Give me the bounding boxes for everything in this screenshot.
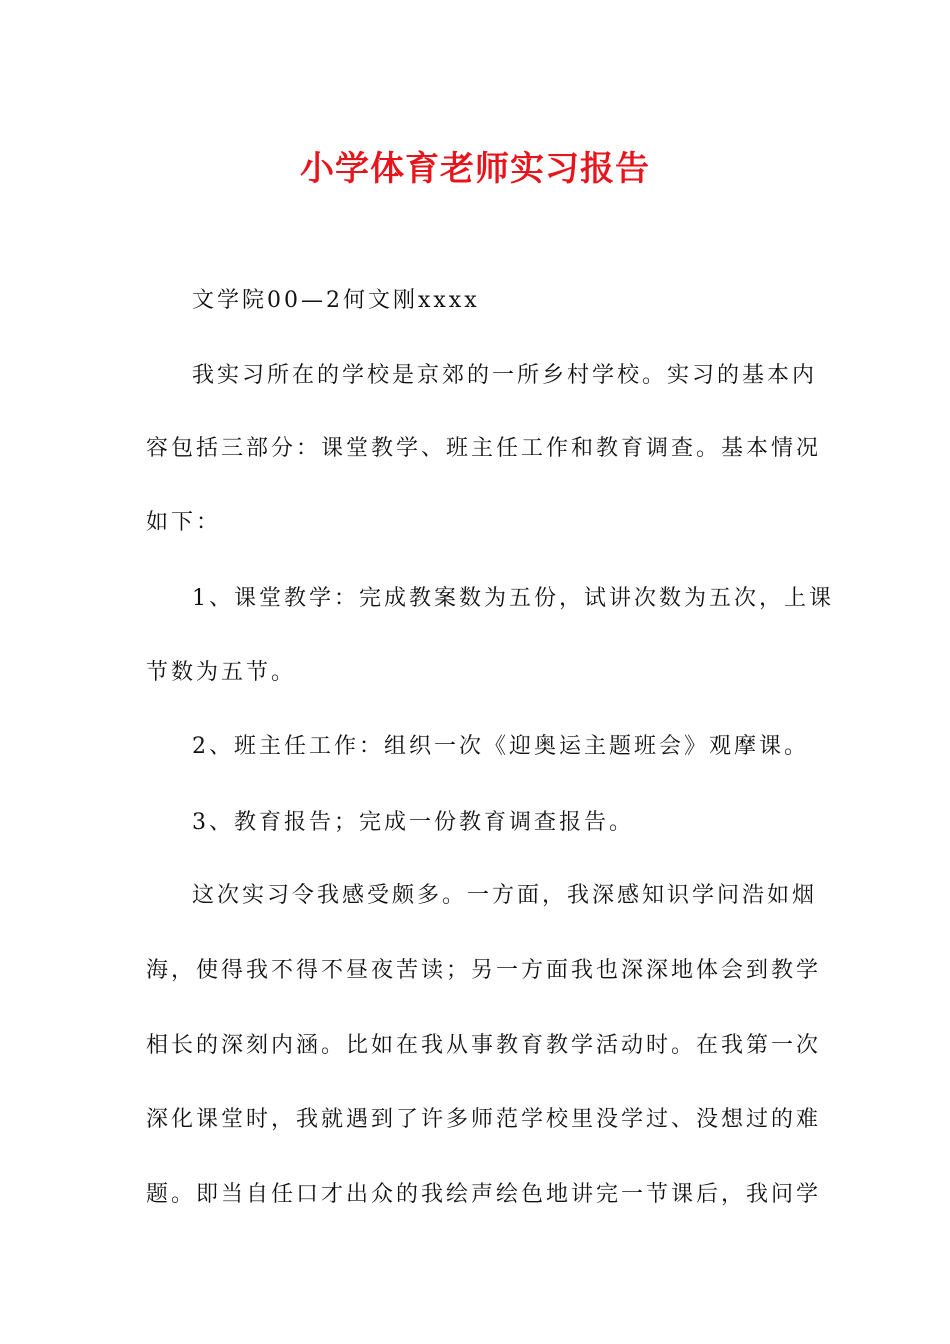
paragraph-line: 相长的深刻内涵。比如在我从事教育教学活动时。在我第一次	[146, 1033, 822, 1058]
paragraph-line: 容包括三部分：课堂教学、班主任工作和教育调查。基本情况	[146, 436, 822, 461]
author-line: 文学院00—2何文刚xxxx	[192, 288, 480, 313]
paragraph-line: 节数为五节。	[146, 660, 297, 685]
paragraph-line: 深化课堂时，我就遇到了许多师范学校里没学过、没想过的难	[146, 1107, 822, 1132]
paragraph-line: 2、班主任工作：组织一次《迎奥运主题班会》观摩课。	[192, 734, 809, 759]
paragraph-line: 我实习所在的学校是京郊的一所乡村学校。实习的基本内	[192, 363, 818, 388]
paragraph-line: 3、教育报告；完成一份教育调查报告。	[192, 810, 634, 835]
paragraph-line: 这次实习令我感受颇多。一方面，我深感知识学问浩如烟	[192, 883, 818, 908]
paragraph-line: 海，使得我不得不昼夜苦读；另一方面我也深深地体会到教学	[146, 958, 822, 983]
paragraph-line: 如下：	[146, 510, 222, 535]
paragraph-line: 题。即当自任口才出众的我绘声绘色地讲完一节课后，我问学	[146, 1182, 822, 1207]
paragraph-line: 1、课堂教学：完成教案数为五份，试讲次数为五次，上课	[192, 586, 834, 611]
document-title: 小学体育老师实习报告	[300, 149, 650, 189]
